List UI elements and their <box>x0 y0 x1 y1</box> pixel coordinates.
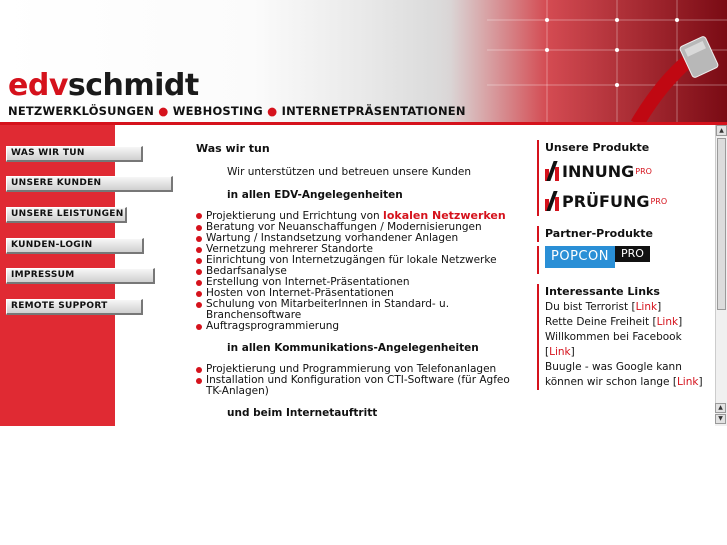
site-logo[interactable] <box>8 68 199 103</box>
intro-text: Wir unterstützen und betreuen unsere Kunden <box>227 166 472 178</box>
product-pruefung-pro: PRO <box>650 196 668 206</box>
product-mark-icon <box>545 191 559 211</box>
list-item-text: Projektierung und Errichtung von <box>206 210 380 222</box>
lokale-netzwerke-link[interactable]: lokalen Netzwerken <box>383 209 506 222</box>
innung-pro-logo[interactable] <box>545 156 714 186</box>
tagline-webhosting: WEBHOSTING <box>172 104 263 118</box>
links-heading: Interessante Links <box>537 284 714 300</box>
page-blank-area <box>0 426 727 545</box>
section-edv-list <box>196 210 526 332</box>
link-anchor[interactable]: Link <box>656 316 679 328</box>
nav-remote-support[interactable]: REMOTE SUPPORT <box>6 299 143 315</box>
section-kommunikation-list <box>196 364 526 397</box>
section-kommunikation-heading: in allen Kommunikations-Angelegenheiten <box>227 342 479 354</box>
product-innung-pro: PRO <box>635 166 652 176</box>
nav-was-wir-tun[interactable]: WAS WIR TUN <box>6 146 143 162</box>
tagline-dot-1: ● <box>158 104 169 118</box>
link-item-text: Buugle - was Google kann können wir schon lange <box>545 361 682 388</box>
product-innung-label: INNUNG <box>562 161 635 181</box>
partner-block <box>537 246 714 274</box>
site-tagline <box>8 104 466 118</box>
pruefung-pro-logo[interactable] <box>545 186 714 216</box>
right-sidebar <box>537 140 714 390</box>
tagline-networks: NETZWERKLÖSUNGEN <box>8 104 155 118</box>
link-item: Buugle - was Google kann können wir schon lange [Link] <box>545 361 703 388</box>
link-item-text: Du bist Terrorist <box>545 301 629 313</box>
list-item: Hosten von Internet-Präsentationen <box>196 288 526 299</box>
list-item: Auftragsprogrammierung <box>196 321 526 332</box>
scroll-up-icon[interactable]: ▲ <box>715 403 726 413</box>
product-pruefung-label: PRÜFUNG <box>562 191 650 211</box>
popcon-label: POPCON <box>545 246 615 268</box>
link-item-text: Willkommen bei Facebook <box>545 331 682 343</box>
network-cable-image <box>427 0 727 124</box>
tagline-internet: INTERNETPRÄSENTATIONEN <box>281 104 466 118</box>
link-item: Willkommen bei Facebook [Link] <box>545 331 682 358</box>
site-header <box>0 0 727 124</box>
logo-edv: edv <box>8 68 68 103</box>
link-item: Rette Deine Freiheit [Link] <box>545 316 683 328</box>
list-item: Beratung vor Neuanschaffungen / Modernisierungen <box>196 222 526 233</box>
list-item: Wartung / Instandsetzung vorhandener Anlagen <box>196 233 526 244</box>
list-item: Einrichtung von Internetzugängen für lokale Netzwerke <box>196 255 526 266</box>
tagline-dot-2: ● <box>267 104 278 118</box>
nav-kunden-login[interactable]: KUNDEN-LOGIN <box>6 238 144 254</box>
scrollbar-thumb[interactable] <box>717 138 726 310</box>
link-anchor[interactable]: Link <box>635 301 658 313</box>
list-item: Projektierung und Programmierung von Telefonanlagen <box>196 364 526 375</box>
link-anchor[interactable]: Link <box>676 376 699 388</box>
products-block <box>537 156 714 216</box>
link-anchor[interactable]: Link <box>549 346 571 358</box>
link-item-text: Rette Deine Freiheit <box>545 316 650 328</box>
nav-impressum[interactable]: IMPRESSUM <box>6 268 155 284</box>
links-block <box>537 300 714 390</box>
section-edv-heading: in allen EDV-Angelegenheiten <box>227 189 403 201</box>
logo-schmidt: schmidt <box>67 68 199 103</box>
list-item: Erstellung von Internet-Präsentationen <box>196 277 526 288</box>
link-item: Du bist Terrorist [Link] <box>545 301 662 313</box>
popcon-pro-label: PRO <box>615 246 650 262</box>
scroll-up-icon[interactable]: ▲ <box>716 125 727 136</box>
content-scrollbar[interactable] <box>715 403 727 426</box>
main-content <box>196 142 526 419</box>
sidebar-scrollbar[interactable] <box>715 125 727 426</box>
list-item: Vernetzung mehrerer Standorte <box>196 244 526 255</box>
list-item: Schulung von MitarbeiterInnen in Standard- u. Branchensoftware <box>196 299 526 321</box>
nav-unsere-kunden[interactable]: UNSERE KUNDEN <box>6 176 173 192</box>
section-internet-heading: und beim Internetauftritt <box>227 407 378 419</box>
products-heading: Unsere Produkte <box>537 140 714 156</box>
popcon-pro-logo[interactable] <box>545 246 650 268</box>
list-item: Bedarfsanalyse <box>196 266 526 277</box>
page-title: Was wir tun <box>196 142 270 155</box>
scroll-down-icon[interactable]: ▼ <box>715 414 726 424</box>
partner-heading: Partner-Produkte <box>537 226 714 242</box>
nav-unsere-leistungen[interactable]: UNSERE LEISTUNGEN <box>6 207 127 223</box>
list-item: Installation und Konfiguration von CTI-Software (für Agfeo TK-Anlagen) <box>196 375 526 397</box>
product-mark-icon <box>545 161 559 181</box>
